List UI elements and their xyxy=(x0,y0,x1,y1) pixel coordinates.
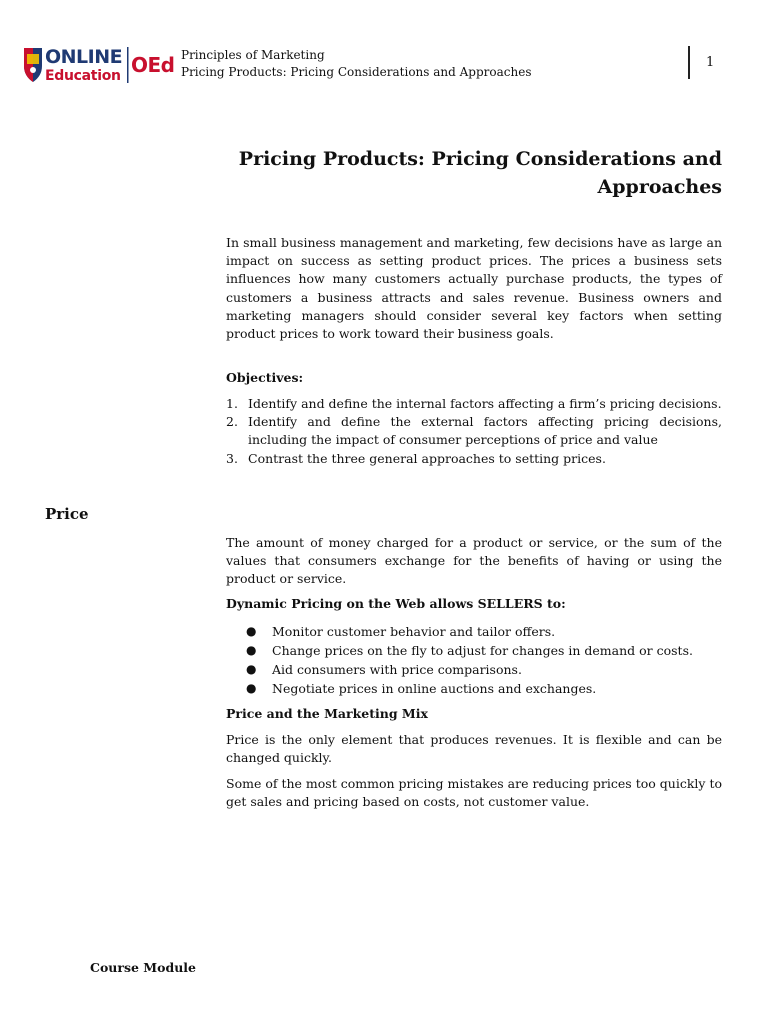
marketing-mix-paragraph-1: Price is the only element that produces revenues. It is flexible and can be changed quickly. xyxy=(226,732,722,766)
list-item xyxy=(226,622,722,641)
intro-paragraph: In small business management and marketing, few decisions have as large an impact on success as setting product prices. The prices a business sets influences how many customers actually purchase products, the types of customers a business attracts and sales revenue. Business owners and marketing managers should consider several key factors when setting product prices to work toward their business goals. xyxy=(226,235,722,342)
logo-word-online: ONLINE xyxy=(45,46,123,68)
objective-number: 3. xyxy=(226,450,238,466)
objective-item xyxy=(226,395,722,413)
page-title: Pricing Products: Pricing Considerations and Approaches xyxy=(238,148,722,198)
list-item-text: Negotiate prices in online auctions and exchanges. xyxy=(272,681,597,696)
page-number: 1 xyxy=(706,55,715,70)
marketing-mix-paragraph-2: Some of the most common pricing mistakes are reducing prices too quickly to get sales and pricing based on costs, not customer value. xyxy=(226,776,722,810)
objective-number: 2. xyxy=(226,414,238,430)
list-item xyxy=(226,641,722,660)
bullet-icon: ● xyxy=(246,643,257,657)
bullet-icon: ● xyxy=(246,681,257,695)
list-item-text: Change prices on the fly to adjust for changes in demand or costs. xyxy=(272,643,693,658)
header-topic: Pricing Products: Pricing Considerations and Approaches xyxy=(181,65,532,79)
logo-word-education: Education xyxy=(45,68,121,84)
objective-item xyxy=(226,450,722,468)
dynamic-pricing-heading: Dynamic Pricing on the Web allows SELLERS to: xyxy=(226,596,566,611)
objective-text: Contrast the three general approaches to setting prices. xyxy=(248,450,606,466)
logo-word-oed: OEd xyxy=(131,53,174,77)
objective-text: Identify and define the external factors affecting pricing decisions, including the impact of consumer perceptions of price and value xyxy=(248,414,722,448)
footer-course-module: Course Module xyxy=(90,960,197,975)
logo xyxy=(22,42,174,86)
objectives-list xyxy=(226,395,722,468)
objectives-heading: Objectives: xyxy=(226,370,304,385)
list-item xyxy=(226,679,722,698)
header-divider xyxy=(688,46,690,79)
bullet-icon: ● xyxy=(246,662,257,676)
list-item xyxy=(226,660,722,679)
logo-graphic xyxy=(22,42,174,86)
objective-text: Identify and define the internal factors affecting a firm’s pricing decisions. xyxy=(248,396,722,411)
objective-number: 1. xyxy=(226,396,238,411)
objective-item xyxy=(226,413,722,449)
list-item-text: Aid consumers with price comparisons. xyxy=(272,662,522,677)
marketing-mix-heading: Price and the Marketing Mix xyxy=(226,706,428,721)
list-item-text: Monitor customer behavior and tailor offers. xyxy=(272,624,556,639)
dynamic-pricing-list xyxy=(226,622,722,698)
header-course-name: Principles of Marketing xyxy=(181,48,325,62)
price-section-heading: Price xyxy=(45,505,89,523)
price-definition: The amount of money charged for a product or service, or the sum of the values that consumers exchange for the benefits of having or using the product or service. xyxy=(226,535,722,587)
bullet-icon: ● xyxy=(246,624,257,638)
